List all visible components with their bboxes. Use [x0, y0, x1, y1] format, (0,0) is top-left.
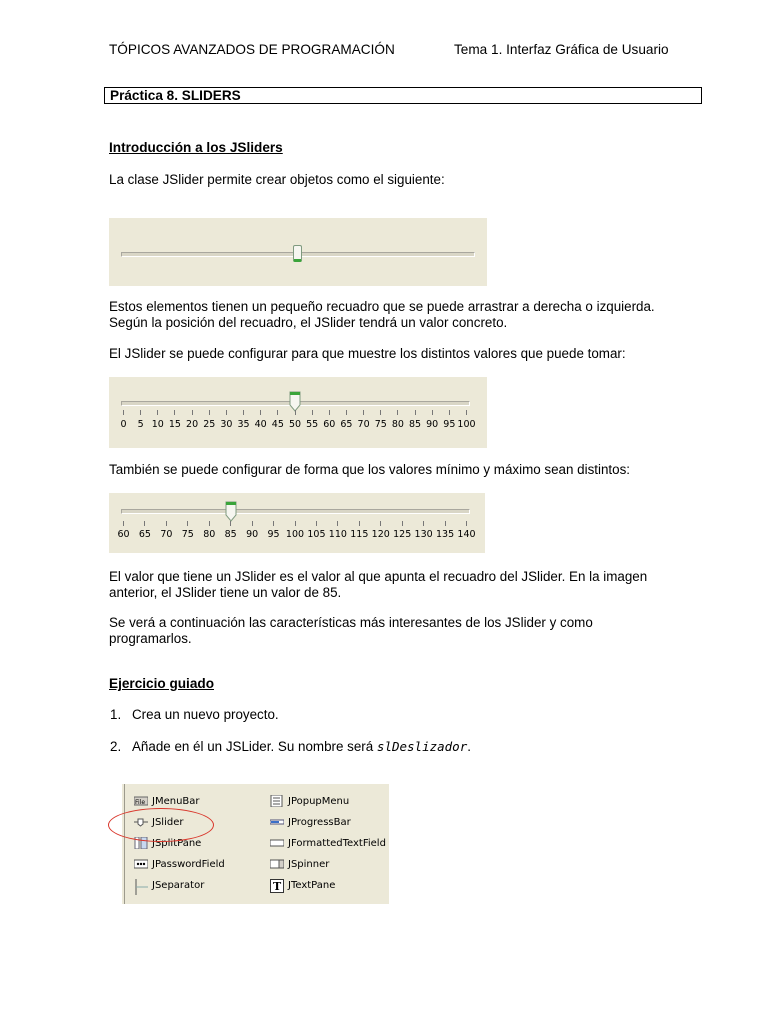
progressbar-icon [270, 816, 284, 828]
slider-tick-label: 65 [340, 419, 353, 430]
slider-tick-label: 75 [374, 419, 387, 430]
palette-label: JPopupMenu [288, 795, 350, 807]
slider-tick [140, 410, 141, 415]
slider-tick-label: 15 [168, 419, 181, 430]
intro-paragraph: La clase JSlider permite crear objetos como el siguiente: [109, 172, 445, 187]
slider-tick-label: 90 [246, 529, 259, 540]
slider-tick-label: 40 [254, 419, 267, 430]
slider-tick-label: 60 [117, 529, 130, 540]
slider-tick [273, 521, 274, 526]
exercise-heading: Ejercicio guiado [109, 676, 214, 691]
step-text: Crea un nuevo proyecto. [132, 707, 279, 722]
palette-label: JFormattedTextField [288, 837, 386, 849]
paragraph-next-line1: Se verá a continuación las características más interesantes de los JSlider y como [109, 615, 593, 630]
slider-tick [329, 410, 330, 415]
header-course: TÓPICOS AVANZADOS DE PROGRAMACIÓN [109, 42, 395, 57]
slider-tick [157, 410, 158, 415]
palette-item-jseparator [134, 879, 204, 891]
highlight-oval [108, 808, 214, 842]
slider-tick-label: 100 [457, 419, 476, 430]
slider-tick [187, 521, 188, 526]
palette-label: JSeparator [152, 879, 205, 891]
palette-item-jpasswordfield [134, 858, 225, 870]
paragraph-next-line2: programarlos. [109, 631, 192, 646]
slider-tick-label: 85 [409, 419, 422, 430]
slider-tick [230, 521, 231, 526]
slider-tick [192, 410, 193, 415]
slider-tick [243, 410, 244, 415]
slider-tick [445, 521, 446, 526]
menubar-icon [134, 795, 148, 807]
palette-label: JPasswordField [152, 858, 225, 870]
slider-tick [166, 521, 167, 526]
slider-tick [359, 521, 360, 526]
slider-tick [174, 410, 175, 415]
slider-tick-label: 95 [443, 419, 456, 430]
slider-tick-label: 60 [323, 419, 336, 430]
palette-item-jmenubar [134, 795, 200, 807]
step-number: 2. [110, 739, 122, 754]
separator-icon [134, 879, 148, 891]
intro-heading: Introducción a los JSliders [109, 140, 283, 155]
step-1 [110, 707, 279, 723]
slider-tick [260, 410, 261, 415]
spinner-icon [270, 858, 284, 870]
slider-tick-label: 85 [224, 529, 237, 540]
palette-label: JMenuBar [152, 795, 200, 807]
slider-tick [144, 521, 145, 526]
step-text: Añade en él un JSLider. Su nombre será [132, 739, 377, 754]
slider-tick [432, 410, 433, 415]
slider-tick-label: 140 [457, 529, 476, 540]
slider-tick [466, 521, 467, 526]
practice-title-box [104, 87, 702, 104]
slider-tick-label: 55 [306, 419, 319, 430]
slider-tick-label: 10 [151, 419, 164, 430]
slider-tick-label: 45 [271, 419, 284, 430]
step-2 [110, 739, 471, 755]
slider-tick-label: 105 [307, 529, 326, 540]
slider-track [121, 509, 470, 514]
palette-label: JProgressBar [288, 816, 351, 828]
slider-tick-label: 70 [160, 529, 173, 540]
slider-tick [380, 521, 381, 526]
slider-tick-label: 30 [220, 419, 233, 430]
formattedtextfield-icon [270, 837, 284, 849]
slider-tick [295, 410, 296, 415]
slider-tick-label: 95 [267, 529, 280, 540]
code-identifier: slDeslizador [376, 739, 468, 754]
slider-tick-label: 125 [393, 529, 412, 540]
slider-tick-label: 100 [285, 529, 305, 540]
palette-label: JSpinner [288, 858, 330, 870]
paragraph-value-line1: El valor que tiene un JSlider es el valor al que apunta el recuadro del JSlider. En la imagen [109, 569, 648, 584]
step-number: 1. [110, 707, 122, 722]
popupmenu-icon [270, 795, 284, 807]
slider-tick-label: 90 [426, 419, 439, 430]
slider-thumb [293, 245, 302, 262]
palette-item-jtextpane [270, 879, 335, 891]
slider-tick-label: 0 [120, 419, 127, 430]
slider-tick [209, 521, 210, 526]
slider-tick-label: 80 [391, 419, 404, 430]
textpane-icon [270, 879, 284, 891]
slider-tick [312, 410, 313, 415]
slider-tick [397, 410, 398, 415]
slider-tick-label: 75 [181, 529, 194, 540]
paragraph-drag-line2: Según la posición del recuadro, el JSlider tendrá un valor concreto. [109, 315, 508, 330]
slider-example-basic [109, 218, 487, 286]
menubar-icon-text: File [135, 799, 146, 806]
component-palette-screenshot [122, 784, 389, 904]
slider-tick-label: 70 [357, 419, 370, 430]
palette-item-jpopupmenu [270, 795, 349, 807]
paragraph-value-line2: anterior, el JSlider tiene un valor de 85. [109, 585, 342, 600]
slider-example-labeled [109, 377, 487, 448]
slider-tick-label: 50 [288, 419, 302, 430]
palette-label: JTextPane [288, 879, 336, 891]
step-text-end: . [467, 739, 471, 754]
slider-tick-label: 20 [186, 419, 199, 430]
slider-tick [123, 521, 124, 526]
slider-tick [402, 521, 403, 526]
slider-tick [226, 410, 227, 415]
slider-tick-label: 135 [435, 529, 455, 540]
slider-tick [363, 410, 364, 415]
slider-tick [316, 521, 317, 526]
slider-tick-label: 35 [237, 419, 250, 430]
slider-tick-label: 25 [203, 419, 216, 430]
palette-label: JSplitPane [152, 837, 202, 849]
slider-tick-label: 115 [350, 529, 369, 540]
slider-tick [123, 410, 124, 415]
slider-tick-label: 130 [414, 529, 433, 540]
slider-tick [277, 410, 278, 415]
slider-tick-label: 110 [328, 529, 347, 540]
practice-title: Práctica 8. SLIDERS [110, 88, 241, 103]
slider-tick [449, 410, 450, 415]
slider-tick [346, 410, 347, 415]
slider-example-custom-range [109, 493, 485, 553]
slider-tick [295, 521, 296, 526]
slider-tick-label: 80 [203, 529, 216, 540]
header-topic: Tema 1. Interfaz Gráfica de Usuario [454, 42, 669, 57]
slider-tick-label: 65 [138, 529, 151, 540]
slider-tick [337, 521, 338, 526]
palette-item-jspinner [270, 858, 329, 870]
paragraph-min-max: También se puede configurar de forma que los valores mínimo y máximo sean distintos: [109, 462, 630, 477]
slider-tick [209, 410, 210, 415]
slider-tick [415, 410, 416, 415]
paragraph-drag-line1: Estos elementos tienen un pequeño recuadro que se puede arrastrar a derecha o izquierda. [109, 299, 655, 314]
slider-tick-label: 5 [137, 419, 144, 430]
slider-tick [423, 521, 424, 526]
palette-border [124, 784, 125, 904]
palette-item-jformattedtextfield [270, 837, 386, 849]
paragraph-show-values: El JSlider se puede configurar para que muestre los distintos valores que puede tomar: [109, 346, 626, 361]
slider-tick [380, 410, 381, 415]
slider-tick-label: 120 [371, 529, 390, 540]
textpane-icon-text: T [273, 880, 282, 893]
palette-item-jprogressbar [270, 816, 351, 828]
slider-thumb [225, 501, 237, 523]
palette-label: JSlider [152, 816, 184, 828]
slider-tick [466, 410, 467, 415]
passwordfield-icon [134, 858, 148, 870]
slider-tick [252, 521, 253, 526]
